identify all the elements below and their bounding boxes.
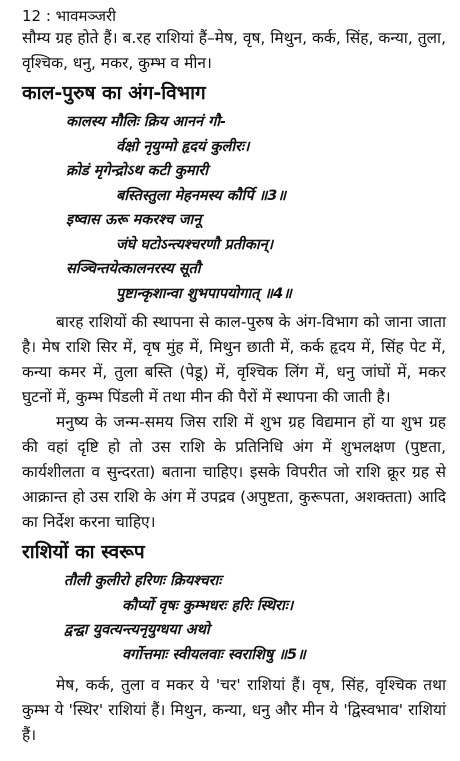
verse-line: सञ्चिन्तयेत्कालनरस्य सूतौ <box>66 261 201 277</box>
verse-line: वर्गोत्तमाः स्वीयलवाः स्वराशिषु ॥5॥ <box>122 646 306 663</box>
verse-line: बस्तिस्तुला मेहनमस्य कौर्पि ॥3॥ <box>116 187 287 204</box>
verse-line: इष्वास ऊरू मकरश्च जानू <box>66 212 202 228</box>
sanskrit-verse-rashi-swaroop <box>22 569 446 667</box>
verse-line: तौली कुलीरो हरिणः क्रियश्चराः <box>64 573 222 589</box>
paragraph-shubh-ashubh: मनुष्य के जन्म-समय जिस राशि में शुभ ग्रह विद्यमान हों या शुभ ग्रह की वहां दृष्टि हो तो उस राशि के प्रतिनिधि अंग में शुभलक्षण (पुष्टता, कार्यशीलता व सुन्दरता) बताना चाहिए। इसके विपरीत जो राशि क्रूर ग्रह से आक्रान्त हो उस राशि के अंग में उपद्रव (अपुष्टता, कुरूपता, अशक्तता) आदि का निर्देश करना चाहिए। <box>22 413 446 531</box>
verse-line: द्वन्द्वा युवत्यन्त्यनृयुग्धया अथो <box>64 622 210 638</box>
page-header: 12 : भावमञ्जरी <box>22 7 117 25</box>
section-heading-kaal-purush: काल-पुरुष का अंग-विभाग <box>22 82 206 104</box>
intro-paragraph: सौम्य ग्रह होते हैं। ब.रह राशियां हैं–मेष, वृष, मिथुन, कर्क, सिंह, कन्या, तुला, वृश्चिक, धनु, मकर, कुम्भ व मीन। <box>22 29 446 72</box>
section-heading-rashi-swaroop: राशियों का स्वरूप <box>22 541 145 563</box>
verse-line: क्रोडं मृगेन्द्रोऽथ कटी कुमारी <box>66 163 209 179</box>
verse-line: पुष्टान्कृशान्वा शुभपापयोगात् ॥4॥ <box>116 285 292 302</box>
verse-line: र्वक्षो नृयुग्मो हृदयं कुलीरः। <box>116 138 250 155</box>
paragraph-rashi-types: मेष, कर्क, तुला व मकर ये 'चर' राशियां हैं। वृष, सिंह, वृश्चिक तथा कुम्भ ये 'स्थिर' राशियां हैं। मिथुन, कन्या, धनु और मीन ये 'द्विस्वभाव' राशियां हैं। <box>22 676 446 744</box>
verse-line: जंघे घटोऽन्त्यश्चरणौ प्रतीकान्। <box>116 236 274 253</box>
verse-line: कौर्प्यो वृषः कुम्भधरः हरिः स्थिराः। <box>122 597 294 614</box>
sanskrit-verse-kaal-purush <box>22 110 446 306</box>
verse-line: कालस्य मौलिः क्रिय आननं गौ- <box>66 114 227 130</box>
paragraph-anga-vibhag: बारह राशियों की स्थापना से काल-पुरुष के अंग-विभाग को जाना जाता है। मेष राशि सिर में, वृष मुंह में, मिथुन छाती में, कर्क हृदय में, सिंह पेट में, कन्या कमर में, तुला बस्ति (पेडू) में, वृश्चिक लिंग में, धनु जांघों में, मकर घुटनों में, कुम्भ पिंडली में तथा मीन की पैरों में स्थापना की जाती है। <box>22 313 446 406</box>
